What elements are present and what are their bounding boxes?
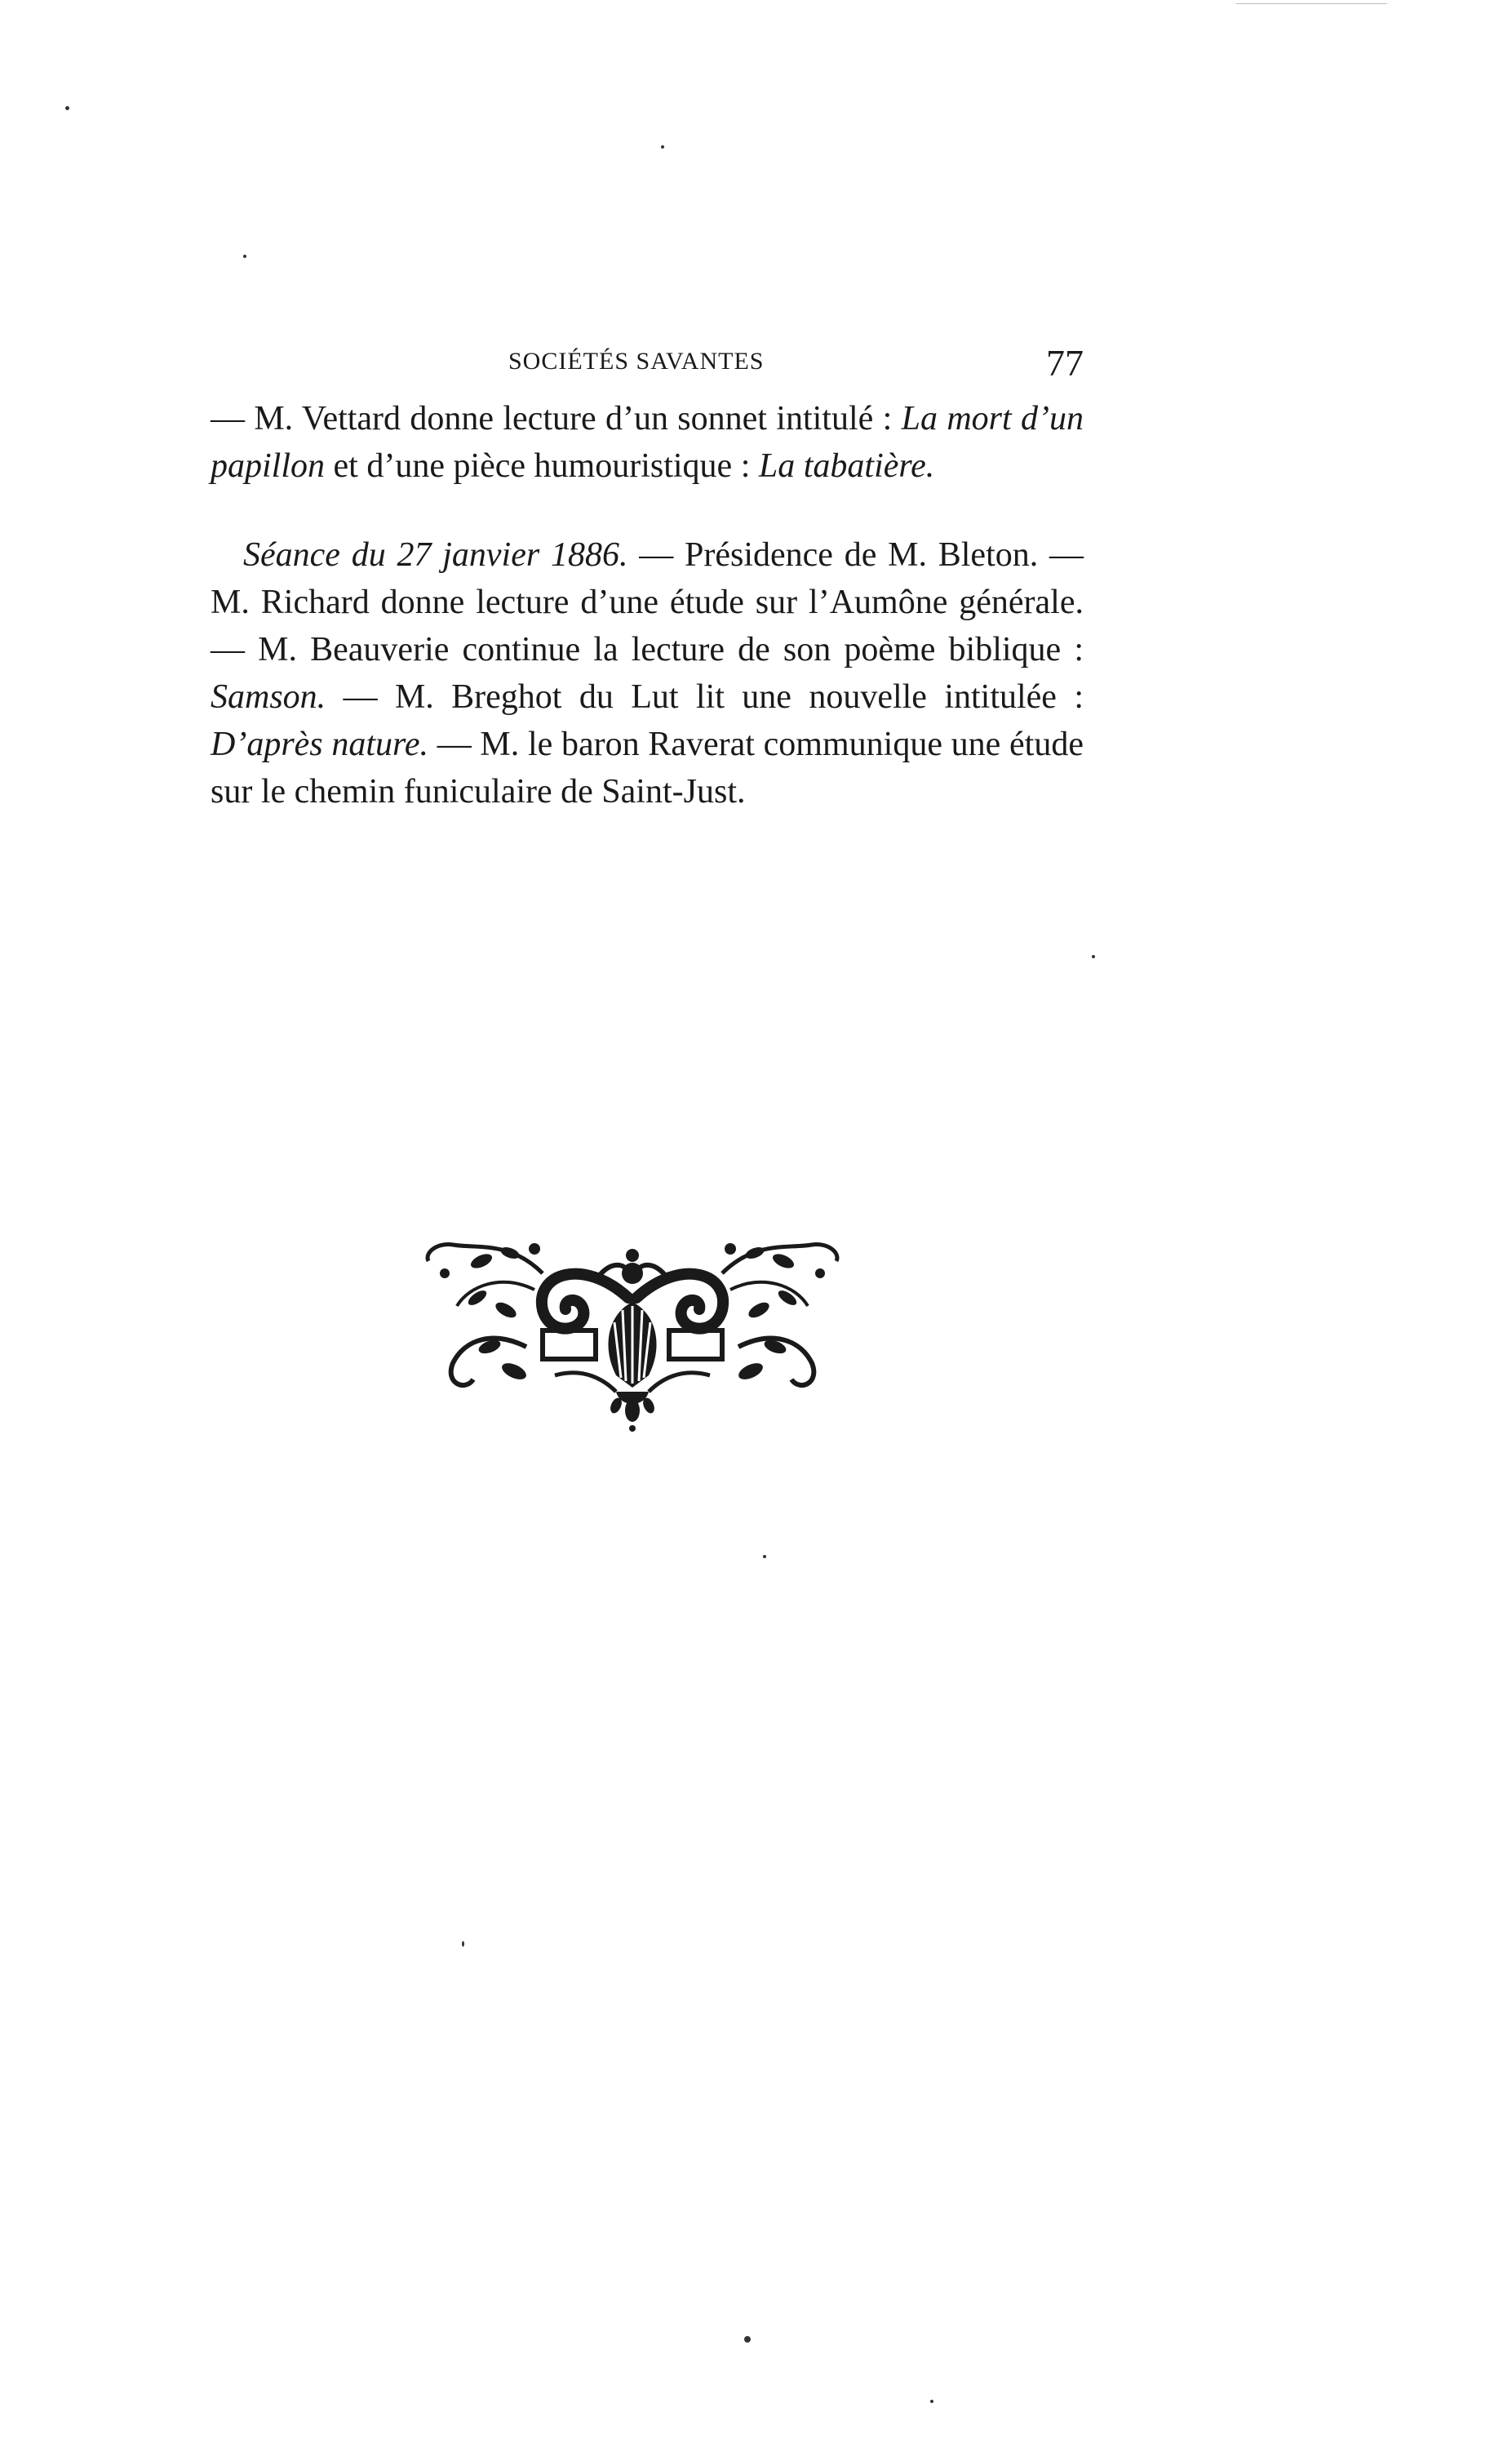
italic-title: La mort d’un papillon	[211, 400, 1084, 485]
italic-title: La tabatière.	[758, 447, 935, 485]
top-edge-rule	[1236, 3, 1387, 4]
running-head	[211, 341, 1084, 390]
paper-speck	[65, 106, 69, 110]
page-number: 77	[1046, 342, 1084, 384]
paper-speck	[661, 145, 664, 149]
paragraph-text: et d’une pièce humouristique :	[325, 447, 759, 485]
paper-speck	[763, 1555, 766, 1558]
italic-title: Samson.	[211, 678, 326, 716]
paper-speck	[744, 2336, 751, 2343]
paragraph-text: — M. Vettard donne lecture d’un sonnet intitulé :	[211, 400, 902, 438]
italic-title: D’après nature.	[211, 726, 428, 763]
paper-speck	[243, 255, 246, 258]
paragraph-text: — M. le baron Raverat communique une étude sur le chemin funiculaire de Saint-Just.	[211, 726, 1084, 811]
paper-speck	[1092, 955, 1095, 958]
paragraph-seance	[211, 531, 1084, 815]
paragraph-text: — M. Breghot du Lut lit une nouvelle intitulée :	[326, 678, 1084, 716]
seance-date: Séance du 27 janvier 1886.	[243, 536, 628, 574]
running-title: SOCIÉTÉS SAVANTES	[508, 348, 765, 375]
paragraph-text: — Présidence de M. Bleton. — M. Richard donne lecture d’une étude sur l’Aumône générale. — M. Beauverie continue la lecture de son poème biblique :	[211, 536, 1084, 668]
paragraph-vettard	[211, 395, 1084, 490]
floral-tailpiece-ornament-icon	[420, 1224, 845, 1432]
paper-speck	[462, 1941, 464, 1947]
paper-speck	[930, 2400, 933, 2403]
